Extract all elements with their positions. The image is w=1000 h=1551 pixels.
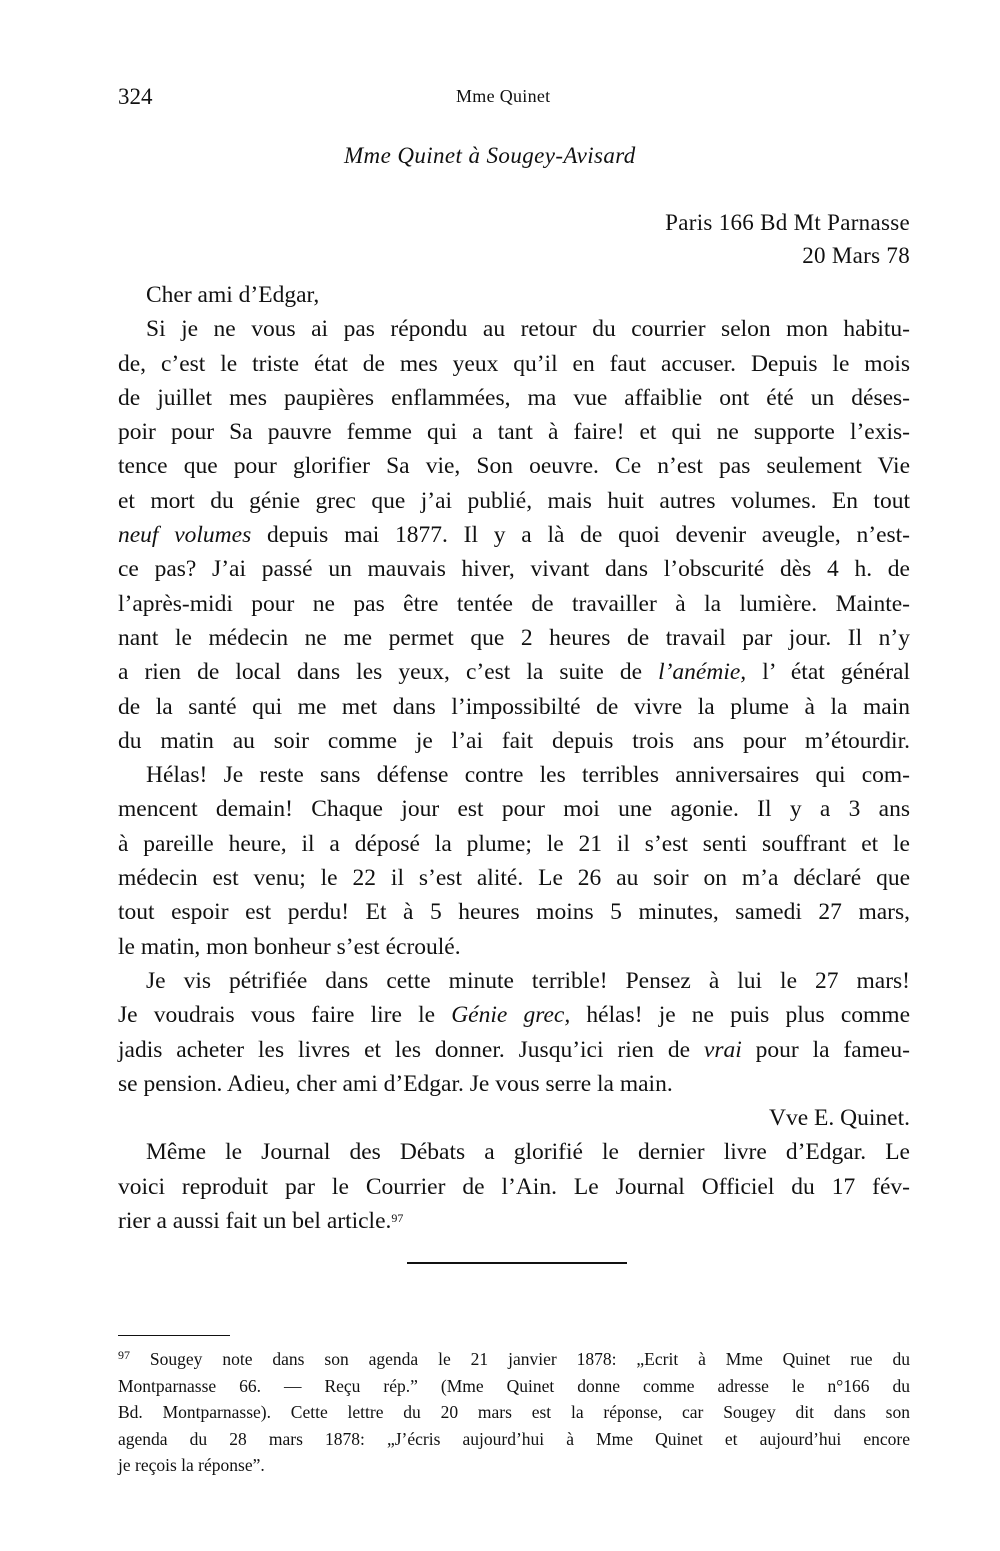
salutation: Cher ami d’Edgar, [146, 282, 320, 308]
postscript-line [118, 1204, 910, 1238]
paragraph-1-line: tence que pour glorifier Sa vie, Son oeuvre. Ce n’est pas seulement Vie [118, 453, 910, 480]
text-run: l’ état général [746, 659, 910, 686]
text-run: a rien de local dans les yeux, c’est la suite de [118, 659, 659, 686]
italic-word: vrai [703, 1036, 742, 1063]
footnote-line [118, 1346, 910, 1373]
text-run: rier a aussi fait un bel article. [118, 1208, 392, 1235]
footnote-block [118, 1346, 910, 1479]
paragraph-1-line: du matin au soir comme je l’ai fait depuis trois ans pour m’étourdir. [118, 727, 910, 754]
postscript-line: voici reproduit par le Courrier de l’Ain. Le Journal Officiel du 17 fév- [118, 1173, 910, 1200]
signature: Vve E. Quinet. [769, 1105, 910, 1132]
paragraph-2-line: médecin est venu; le 22 il s’est alité. Le 26 au soir on m’a déclaré que [118, 865, 910, 892]
book-page [118, 0, 910, 1551]
footnote-rule [118, 1335, 230, 1336]
footnote-line: Bd. Montparnasse). Cette lettre du 20 mars est la réponse, car Sougey dit dans son [118, 1402, 910, 1423]
paragraph-1-line: et mort du génie grec que j’ai publié, mais huit autres volumes. En tout [118, 487, 910, 514]
text-run: depuis mai 1877. Il y a là de quoi devenir aveugle, n’est- [251, 522, 911, 549]
paragraph-3-line: Je vis pétrifiée dans cette minute terrible! Pensez à lui le 27 mars! [146, 967, 910, 994]
paragraph-1-line: de, c’est le triste état de mes yeux qu’il en faut accuser. Depuis le mois [118, 350, 910, 377]
paragraph-1-line: nant le médecin ne me permet que 2 heures de travail par jour. Il n’y [118, 624, 910, 651]
footnote-number: 97 [118, 1348, 130, 1362]
paragraph-2-line: à pareille heure, il a déposé la plume; le 21 il s’est senti souffrant et le [118, 830, 910, 857]
paragraph-3-line [118, 998, 910, 1032]
paragraph-1-line: l’après-midi pour ne pas être tentée de travailler à la lumière. Mainte- [118, 590, 910, 617]
text-run: jadis acheter les livres et les donner. Jusqu’ici rien de [118, 1036, 704, 1063]
paragraph-1-line: ce pas? J’ai passé un mauvais hiver, vivant dans l’obscurité dès 4 h. de [118, 556, 910, 583]
paragraph-1-line: de la santé qui me met dans l’impossibilté de vivre la plume à la main [118, 693, 910, 720]
paragraph-2-line: Hélas! Je reste sans défense contre les terribles anniversaires qui com- [146, 762, 910, 789]
footnote-line: agenda du 28 mars 1878: „J’écris aujourd’hui à Mme Quinet et aujourd’hui encore [118, 1428, 910, 1449]
italic-title: neuf volumes [118, 522, 252, 549]
text-run: Sougey note dans son agenda le 21 janvier 1878: „Ecrit à Mme Quinet rue du [130, 1349, 910, 1369]
paragraph-2-line: le matin, mon bonheur s’est écroulé. [118, 933, 461, 960]
paragraph-3-line: se pension. Adieu, cher ami d’Edgar. Je vous serre la main. [118, 1070, 673, 1097]
paragraph-1-line [118, 518, 910, 552]
paragraph-3-line [118, 1033, 910, 1067]
letter-heading: Mme Quinet à Sougey-Avisard [344, 143, 636, 168]
italic-word: l’anémie, [658, 659, 747, 686]
text-run: Je voudrais vous faire lire le [118, 1002, 452, 1029]
footnote-line: je reçois la réponse”. [118, 1455, 265, 1476]
letter-body [118, 278, 910, 1238]
paragraph-2-line: tout espoir est perdu! Et à 5 heures moins 5 minutes, samedi 27 mars, [118, 899, 910, 926]
text-run: hélas! je ne puis plus comme [570, 1002, 910, 1029]
italic-title: Génie grec, [451, 1002, 571, 1029]
running-title: Mme Quinet [456, 86, 551, 106]
postscript-line: Même le Journal des Débats a glorifié le dernier livre d’Edgar. Le [146, 1139, 910, 1166]
text-run: pour la fameu- [741, 1036, 910, 1063]
paragraph-2-line: mencent demain! Chaque jour est pour moi une agonie. Il y a 3 ans [118, 796, 910, 823]
letter-place: Paris 166 Bd Mt Parnasse [665, 210, 910, 235]
footnote-reference[interactable]: 97 [391, 1211, 404, 1226]
paragraph-1-line: poir pour Sa pauvre femme qui a tant à faire! et qui ne supporte l’exis- [118, 419, 910, 446]
section-divider [407, 1262, 627, 1264]
paragraph-1-line: Si je ne vous ai pas répondu au retour du courrier selon mon habitu- [146, 316, 910, 343]
paragraph-1-line: de juillet mes paupières enflammées, ma vue affaiblie ont été un déses- [118, 384, 910, 411]
footnote-line: Montparnasse 66. — Reçu rép.” (Mme Quinet donne comme adresse le n°166 du [118, 1375, 910, 1396]
page-number: 324 [118, 84, 153, 109]
paragraph-1-line [118, 655, 910, 689]
letter-date: 20 Mars 78 [802, 243, 910, 268]
running-head [118, 84, 910, 118]
